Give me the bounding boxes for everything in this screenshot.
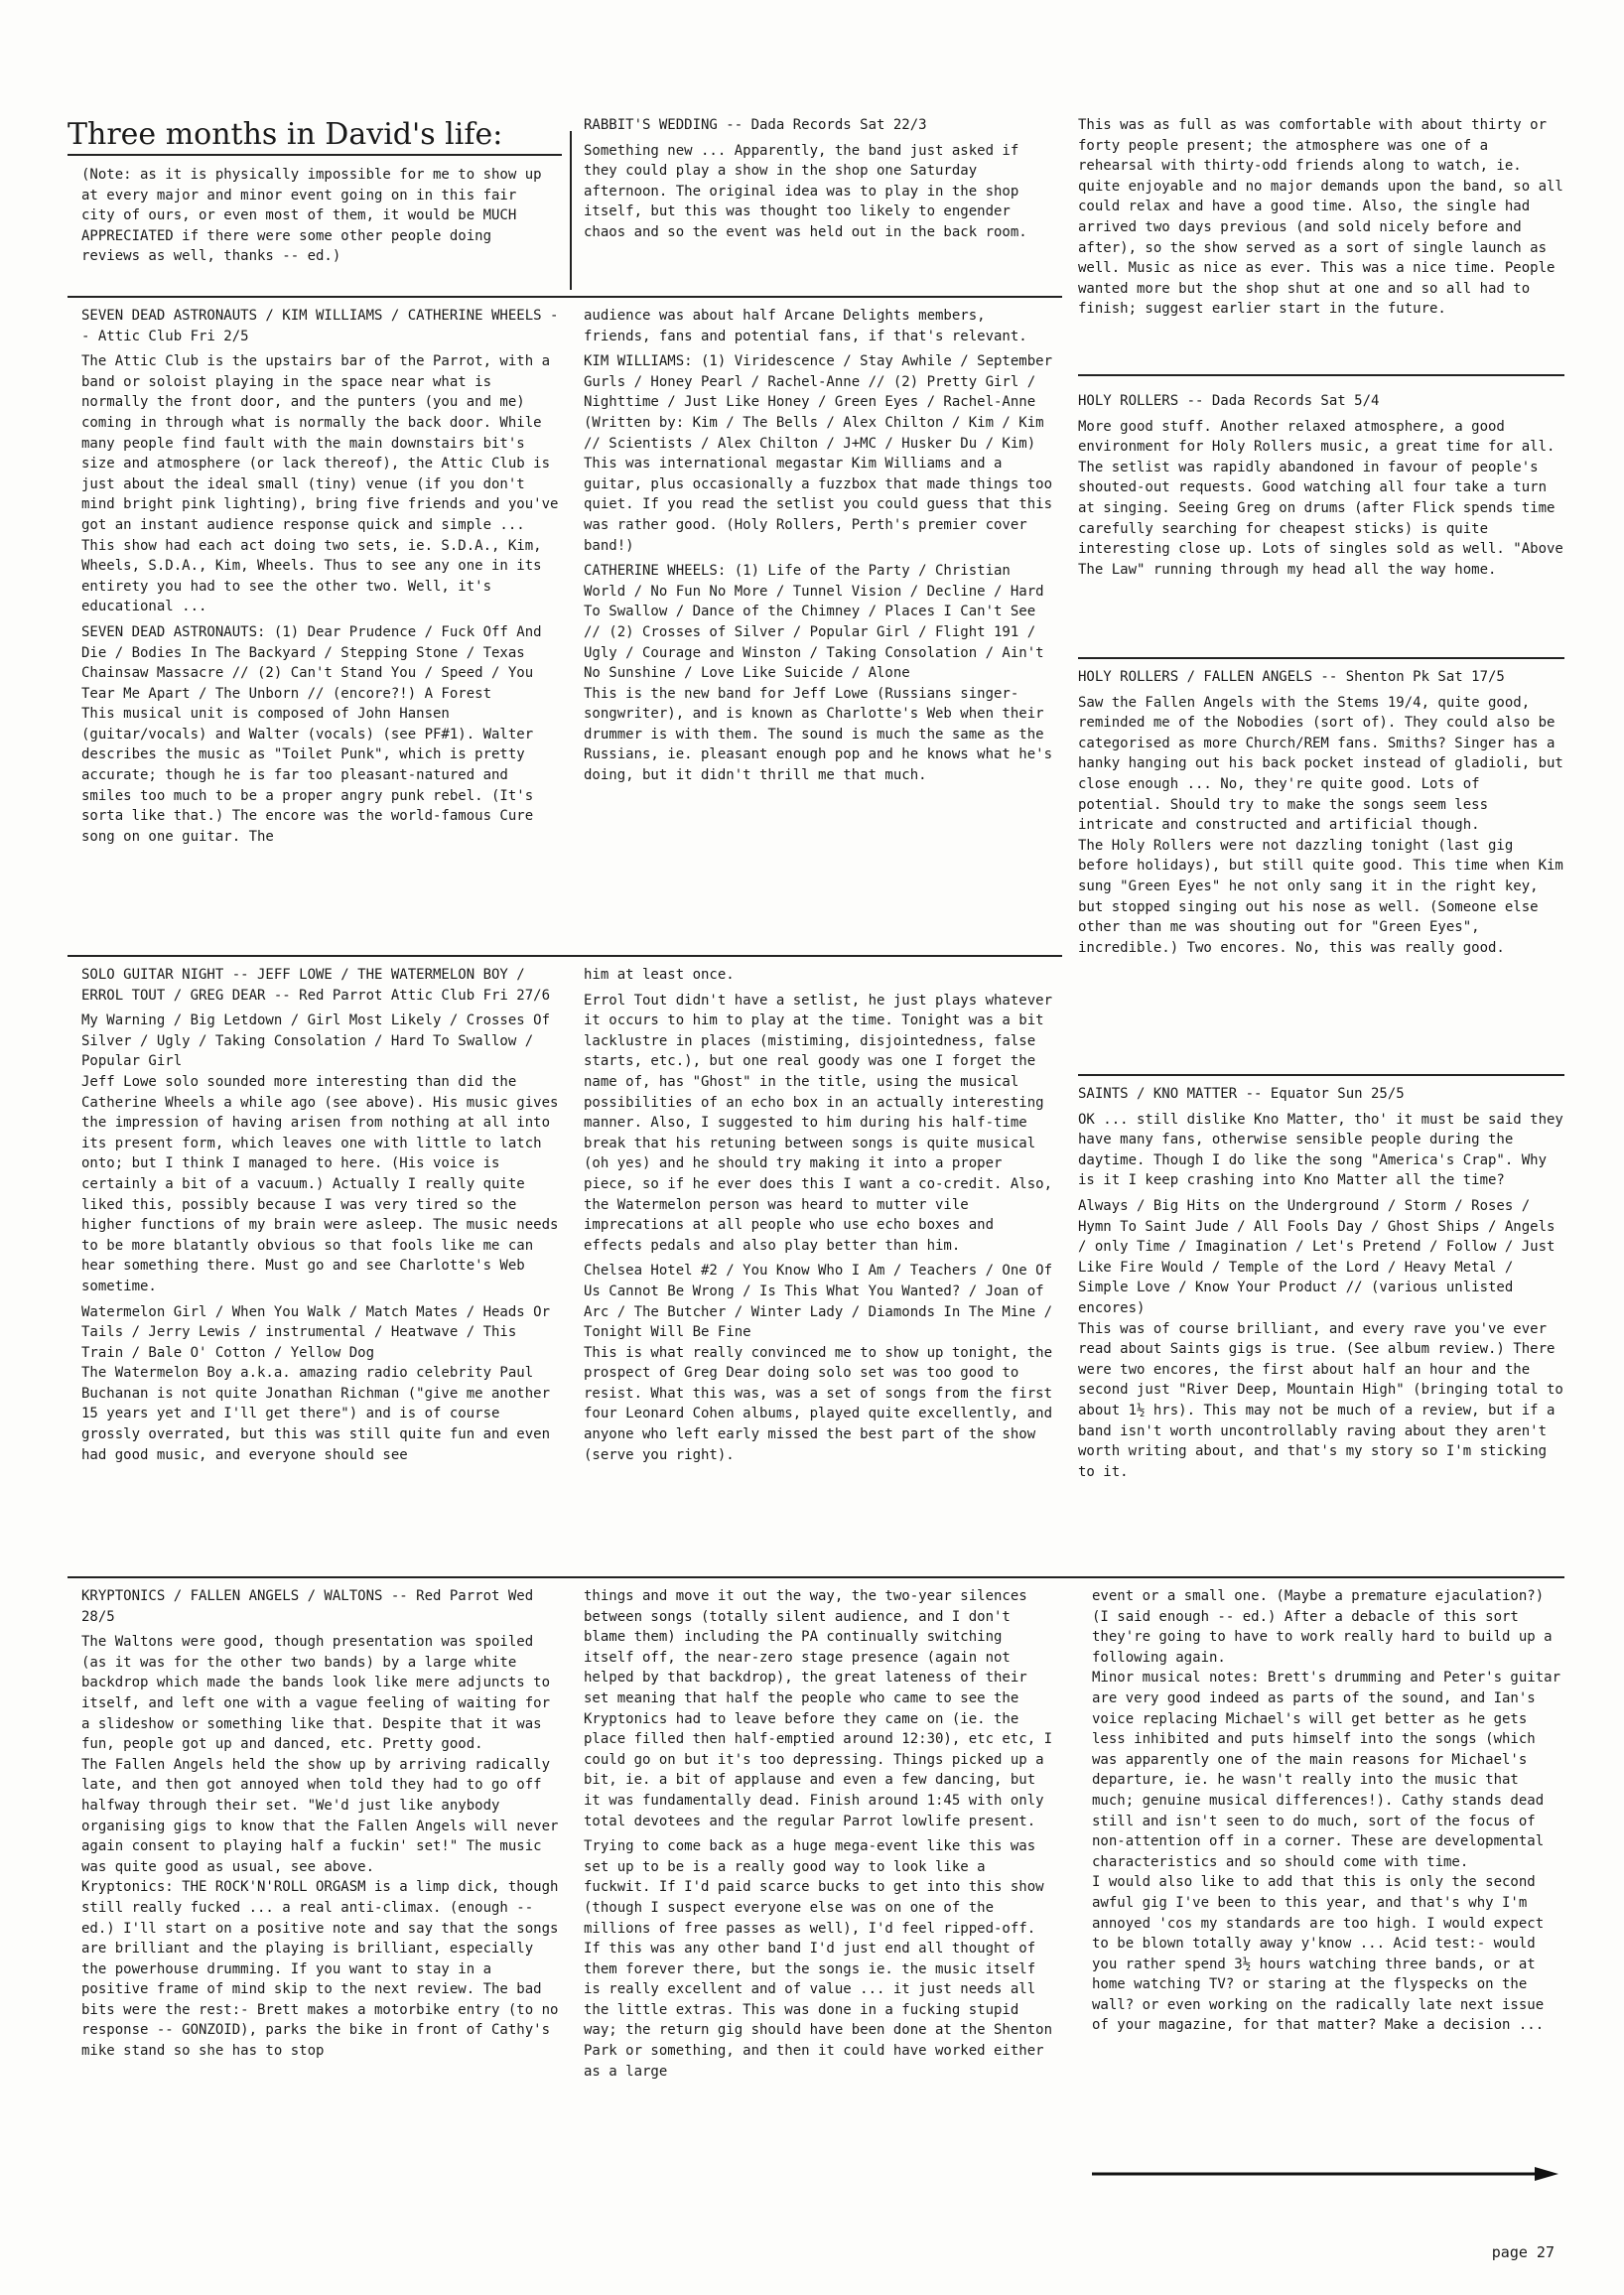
page-title: Three months in David's life:: [68, 117, 562, 156]
review-paragraph: Trying to come back as a huge mega-event like this was set up to be is a really good way to look like a fuckwit. If I'd paid scarce bucks to get into this show (though I suspect everyone else was on one of the millions of free passes as well), I'd feel ripped-off. If this was any other band I'd just end all thought of them forever there, but the songs ie. the music itself is really excellent and of value ... it just needs all the little extras. This was done in a fucking stupid way; the return gig should have been done at the Shenton Park or something, and then it could have worked either as a large: [584, 1838, 1053, 2080]
section-divider: [1078, 374, 1564, 376]
setlist-credits: (Written by: Kim / The Bells / Alex Chilton / Kim / Kim // Scientists / Alex Chilton / J+MC / Husker Du / Kim): [584, 414, 1044, 452]
setlist: My Warning / Big Letdown / Girl Most Likely / Crosses Of Silver / Ugly / Taking Consolation / Hard To Swallow / Popular Girl: [81, 1012, 551, 1070]
review-rabbits-wedding-continued: [1078, 115, 1564, 371]
review-heading: SEVEN DEAD ASTRONAUTS / KIM WILLIAMS / CATHERINE WHEELS -- Attic Club Fri 2/5: [81, 308, 559, 344]
editor-note: [81, 165, 558, 274]
review-kryptonics-continued-2: [1092, 1586, 1564, 2164]
review-paragraph: him at least once.: [584, 967, 735, 983]
review-heading: SOLO GUITAR NIGHT -- JEFF LOWE / THE WATERMELON BOY / ERROL TOUT / GREG DEAR -- Red Parrot Attic Club Fri 27/6: [81, 967, 551, 1004]
review-heading: KRYPTONICS / FALLEN ANGELS / WALTONS -- Red Parrot Wed 28/5: [81, 1588, 534, 1625]
review-paragraph: This was of course brilliant, and every rave you've ever read about Saints gigs is true. (See album review.) There were two encores, the first about half an hour and the second just "River Deep, Mountain High" (bringing total to about 1½ hrs). This may not be much of a review, but if a band isn't worth uncontrollably raving about they aren't worth writing about, and that's my story so I'm sticking to it.: [1078, 1320, 1563, 1480]
review-seven-dead-astronauts-continued: [584, 306, 1056, 951]
review-holy-rollers-fallen-angels: [1078, 667, 1564, 1070]
review-solo-guitar-night-continued: [584, 965, 1056, 1572]
review-paragraph: The Watermelon Boy a.k.a. amazing radio celebrity Paul Buchanan is not quite Jonathan Richman ("give me another 15 years yet and I'll get there") and is of course grossly overrated, but this was still quite fun and even had good music, and everyone should see: [81, 1365, 551, 1463]
review-paragraph: This was as full as was comfortable with about thirty or forty people present; the atmosphere was one of a rehearsal with thirty-odd friends along to watch, ie. quite enjoyable and no major demands upon the band, so all could relax and have a good time. Also, the single had arrived two days previous (and sold nicely before and after), so the show served as a sort of single launch as well. Music as nice as ever. This was a nice time. People wanted more but the shop shut at one and so all had to finish; suggest earlier start in the future.: [1078, 117, 1563, 318]
section-divider: [1078, 657, 1564, 659]
setlist: Always / Big Hits on the Underground / Storm / Roses / Hymn To Saint Jude / All Fools Day / Ghost Ships / Angels / only Time / Imagination / Let's Pretend / Follow / Just Like Fire Would / Temple of the Lord / Heavy Metal / Simple Love / Know Your Product // (various unlisted encores): [1078, 1197, 1556, 1316]
setlist: KIM WILLIAMS: (1) Viridescence / Stay Awhile / September Gurls / Honey Pearl / Rachel-Anne // (2) Pretty Girl / Nighttime / Just Like Honey / Green Eyes / Rachel-Anne: [584, 353, 1053, 411]
review-paragraph: Jeff Lowe solo sounded more interesting than did the Catherine Wheels a while ago (see above). His music gives the impression of having arisen from nothing at all into its present form, which leaves one with little to latch onto; but I think I managed to here. (His voice is certainly a bit of a vacuum.) Actually I really quite liked this, possibly because I was very tired so the higher functions of my brain were asleep. The music needs to be more blatantly obvious so that fools like me can hear something there. Must go and see Charlotte's Web sometime.: [81, 1073, 559, 1294]
section-divider: [1078, 1074, 1564, 1076]
review-paragraph: Errol Tout didn't have a setlist, he just plays whatever it occurs to him to play at the time. Tonight was a bit lacklustre in places (mistiming, disjointedness, false starts, etc.), but one real goody was one I forget the name of, has "Ghost" in the title, using the musical possibilities of an echo box in an actually interesting manner. Also, I suggested to him during his half-time break that his retuning between songs is quite musical (oh yes) and he should try making it into a proper piece, so if he ever does this I want a co-credit. Also, the Watermelon person was heard to mutter vile imprecations at all people who use echo boxes and effects pedals and also play better than him.: [584, 992, 1053, 1254]
setlist: Chelsea Hotel #2 / You Know Who I Am / Teachers / One Of Us Cannot Be Wrong / Is This What You Wanted? / Joan of Arc / The Butcher / Winter Lady / Diamonds In The Mine / Tonight Will Be Fine: [584, 1263, 1053, 1341]
review-heading: SAINTS / KNO MATTER -- Equator Sun 25/5: [1078, 1086, 1405, 1102]
review-paragraph: The Fallen Angels held the show up by arriving radically late, and then got annoyed when told they had to go off halfway through their set. "We'd just like anybody organising gigs to know that the Fallen Angels will never again consent to playing half a fuckin' set!" The music was quite good as usual, see above.: [81, 1756, 559, 1875]
review-paragraph: This is what really convinced me to show up tonight, the prospect of Greg Dear doing solo set was too good to resist. What this was, was a set of songs from the first four Leonard Cohen albums, played quite excellently, and anyone who left early missed the best part of the show (serve you right).: [584, 1344, 1053, 1463]
review-paragraph: The Attic Club is the upstairs bar of the Parrot, with a band or soloist playing in the space near what is normally the front door, and the punters (you and me) coming in through what is normally the back door. While many people find fault with the main downstairs bit's size and atmosphere (or lack thereof), the Attic Club is just about the ideal small (tiny) venue (if you don't mind bright pink lighting), bring five friends and you've got an instant audience response quick and simple ... This show had each act doing two sets, ie. S.D.A., Kim, Wheels, S.D.A., Kim, Wheels. Thus to see any one in its entirety you had to see the other two. Well, it's educational ...: [81, 353, 559, 615]
note-text: (Note: as it is physically impossible for me to show up at every major and minor event going on in this fair city of ours, or even most of them, it would be MUCH APPRECIATED if there were some other people doing reviews as well, thanks -- ed.): [81, 167, 542, 265]
review-paragraph: Kryptonics: THE ROCK'N'ROLL ORGASM is a limp dick, though still really fucked ... a real anti-climax. (enough -- ed.) I'll start on a positive note and say that the songs are brilliant and the playing is brilliant, especially the powerhouse drumming. If you want to stay in a positive frame of mind skip to the next review. The bad bits were the rest:- Brett makes a motorbike entry (to no response -- GONZOID), parks the bike in front of Cathy's mike stand so she has to stop: [81, 1879, 559, 2060]
review-paragraph: This musical unit is composed of John Hansen (guitar/vocals) and Walter (vocals) (see PF#1). Walter describes the music as "Toilet Punk", which is pretty accurate; though he is far too pleasant-natured and smiles too much to be a proper angry punk rebel. (It's sorta like that.) The encore was the world-famous Cure song on one guitar. The: [81, 706, 534, 845]
review-solo-guitar-night: [81, 965, 566, 1572]
review-paragraph: Saw the Fallen Angels with the Stems 19/4, quite good, reminded me of the Nobodies (sort of). They could also be categorised as more Church/REM fans. Smiths? Singer has a hanky hanging out his back pocket instead of gladioli, but close enough ... No, they're quite good. Lots of potential. Should try to make the songs seem less intricate and constructed and artificial though.: [1078, 694, 1563, 834]
review-paragraph: The Holy Rollers were not dazzling tonight (last gig before holidays), but still quite good. This time when Kim sung "Green Eyes" he not only sang it in the right key, but stopped singing out his nose as well. (Someone else other than me was shouting out for "Green Eyes", incredible.) Two encores. No, this was really good.: [1078, 837, 1563, 956]
review-paragraph: The Waltons were good, though presentation was spoiled (as it was for the other two bands) by a large white backdrop which made the bands look like mere adjuncts to itself, and left one with a vague feeling of waiting for a slideshow or something like that. Despite that it was fun, people got up and danced, etc. Pretty good.: [81, 1634, 551, 1753]
column-divider: [570, 131, 572, 290]
review-paragraph: things and move it out the way, the two-year silences between songs (totally silent audience, and I don't blame them) including the PA continually switching itself off, the near-zero stage presence (again not helped by that backdrop), the great lateness of their set meaning that half the people who came to see the Kryptonics had to leave before they came on (ie. the place filled then half-emptied around 12:30), etc etc, I could go on but it's too depressing. Things picked up a bit, ie. a bit of applause and even a few dancing, but it was fundamentally dead. Finish around 1:45 with only total devotees and the regular Parrot lowlife present.: [584, 1588, 1053, 1829]
section-divider: [68, 1576, 1564, 1578]
review-kryptonics-continued: [584, 1586, 1056, 2202]
review-kryptonics: [81, 1586, 566, 2202]
review-paragraph: event or a small one. (Maybe a premature ejaculation?) (I said enough -- ed.) After a debacle of this sort they're going to have to work really hard to build up a following again.: [1092, 1588, 1553, 1666]
review-paragraph: audience was about half Arcane Delights members, friends, fans and potential fans, if that's relevant.: [584, 308, 1027, 344]
review-paragraph: More good stuff. Another relaxed atmosphere, a good environment for Holy Rollers music, a great time for all. The setlist was rapidly abandoned in favour of people's shouted-out requests. Good watching all four take a turn at singing. Seeing Greg on drums (after Flick spends time carefully searching for cheapest sticks) is quite interesting close up. Lots of singles sold as well. "Above The Law" running through my head all the way home.: [1078, 418, 1563, 578]
review-holy-rollers-dada: [1078, 391, 1564, 655]
review-heading: HOLY ROLLERS / FALLEN ANGELS -- Shenton Pk Sat 17/5: [1078, 669, 1505, 685]
review-heading: RABBIT'S WEDDING -- Dada Records Sat 22/3: [584, 117, 927, 133]
review-paragraph: Minor musical notes: Brett's drumming and Peter's guitar are very good indeed as parts of the sound, and Ian's voice replacing Michael's will get better as he gets less inhibited and puts himself into the songs (which was apparently one of the main reasons for Michael's departure, ie. he wasn't really into the music that much; genuine musical differences!). Cathy stands dead still and isn't seen to do much, sort of the focus of non-attention off in a corner. These are developmental characteristics and so should come with time.: [1092, 1670, 1561, 1870]
review-rabbits-wedding: [584, 115, 1056, 290]
review-paragraph: This was international megastar Kim Williams and a guitar, plus occasionally a fuzzbox that made things too quiet. If you read the setlist you could guess that this was rather good. (Holy Rollers, Perth's premier cover band!): [584, 456, 1053, 554]
review-saints: [1078, 1084, 1564, 1572]
review-heading: HOLY ROLLERS -- Dada Records Sat 5/4: [1078, 393, 1380, 409]
section-divider: [68, 955, 1062, 957]
continue-arrow-icon: [1092, 2166, 1558, 2182]
review-paragraph: OK ... still dislike Kno Matter, tho' it must be said they have many fans, otherwise sensible people during the daytime. Though I do like the song "America's Crap". Why is it I keep crashing into Kno Matter all the time?: [1078, 1111, 1563, 1189]
review-paragraph: Something new ... Apparently, the band just asked if they could play a show in the shop one Saturday afternoon. The original idea was to play in the shop itself, but this was thought too likely to engender chaos and so the event was held out in the back room.: [584, 142, 1027, 240]
section-divider: [68, 296, 1062, 298]
review-paragraph: I would also like to add that this is only the second awful gig I've been to this year, and that's why I'm annoyed 'cos my standards are too high. I would expect to be blown totally away y'know ... Acid test:- would you rather spend 3½ hours watching three bands, or at home watching TV? or staring at the flyspecks on the wall? or even working on the radically late next issue of your magazine, for that matter? Make a decision ...: [1092, 1874, 1545, 2034]
setlist: CATHERINE WHEELS: (1) Life of the Party / Christian World / No Fun No More / Tunnel Vision / Decline / Hard To Swallow / Dance of the Chimney / Places I Can't See // (2) Crosses of Silver / Popular Girl / Flight 191 / Ugly / Courage and Winston / Taking Consolation / Ain't No Sunshine / Love Like Suicide / Alone: [584, 563, 1044, 682]
review-paragraph: This is the new band for Jeff Lowe (Russians singer-songwriter), and is known as Charlotte's Web when their drummer is with them. The sound is much the same as the Russians, ie. pleasant enough pop and he knows what he's doing, but it didn't thrill me that much.: [584, 685, 1053, 784]
review-seven-dead-astronauts: [81, 306, 566, 951]
setlist: Watermelon Girl / When You Walk / Match Mates / Heads Or Tails / Jerry Lewis / instrumental / Heatwave / This Train / Bale O' Cotton / Yellow Dog: [81, 1303, 551, 1361]
page-number: page 27: [1491, 2243, 1555, 2261]
setlist: SEVEN DEAD ASTRONAUTS: (1) Dear Prudence / Fuck Off And Die / Bodies In The Backyard / Stepping Stone / Texas Chainsaw Massacre // (2) Can't Stand You / Speed / You Tear Me Apart / The Unborn // (encore?!) A Forest: [81, 623, 542, 702]
